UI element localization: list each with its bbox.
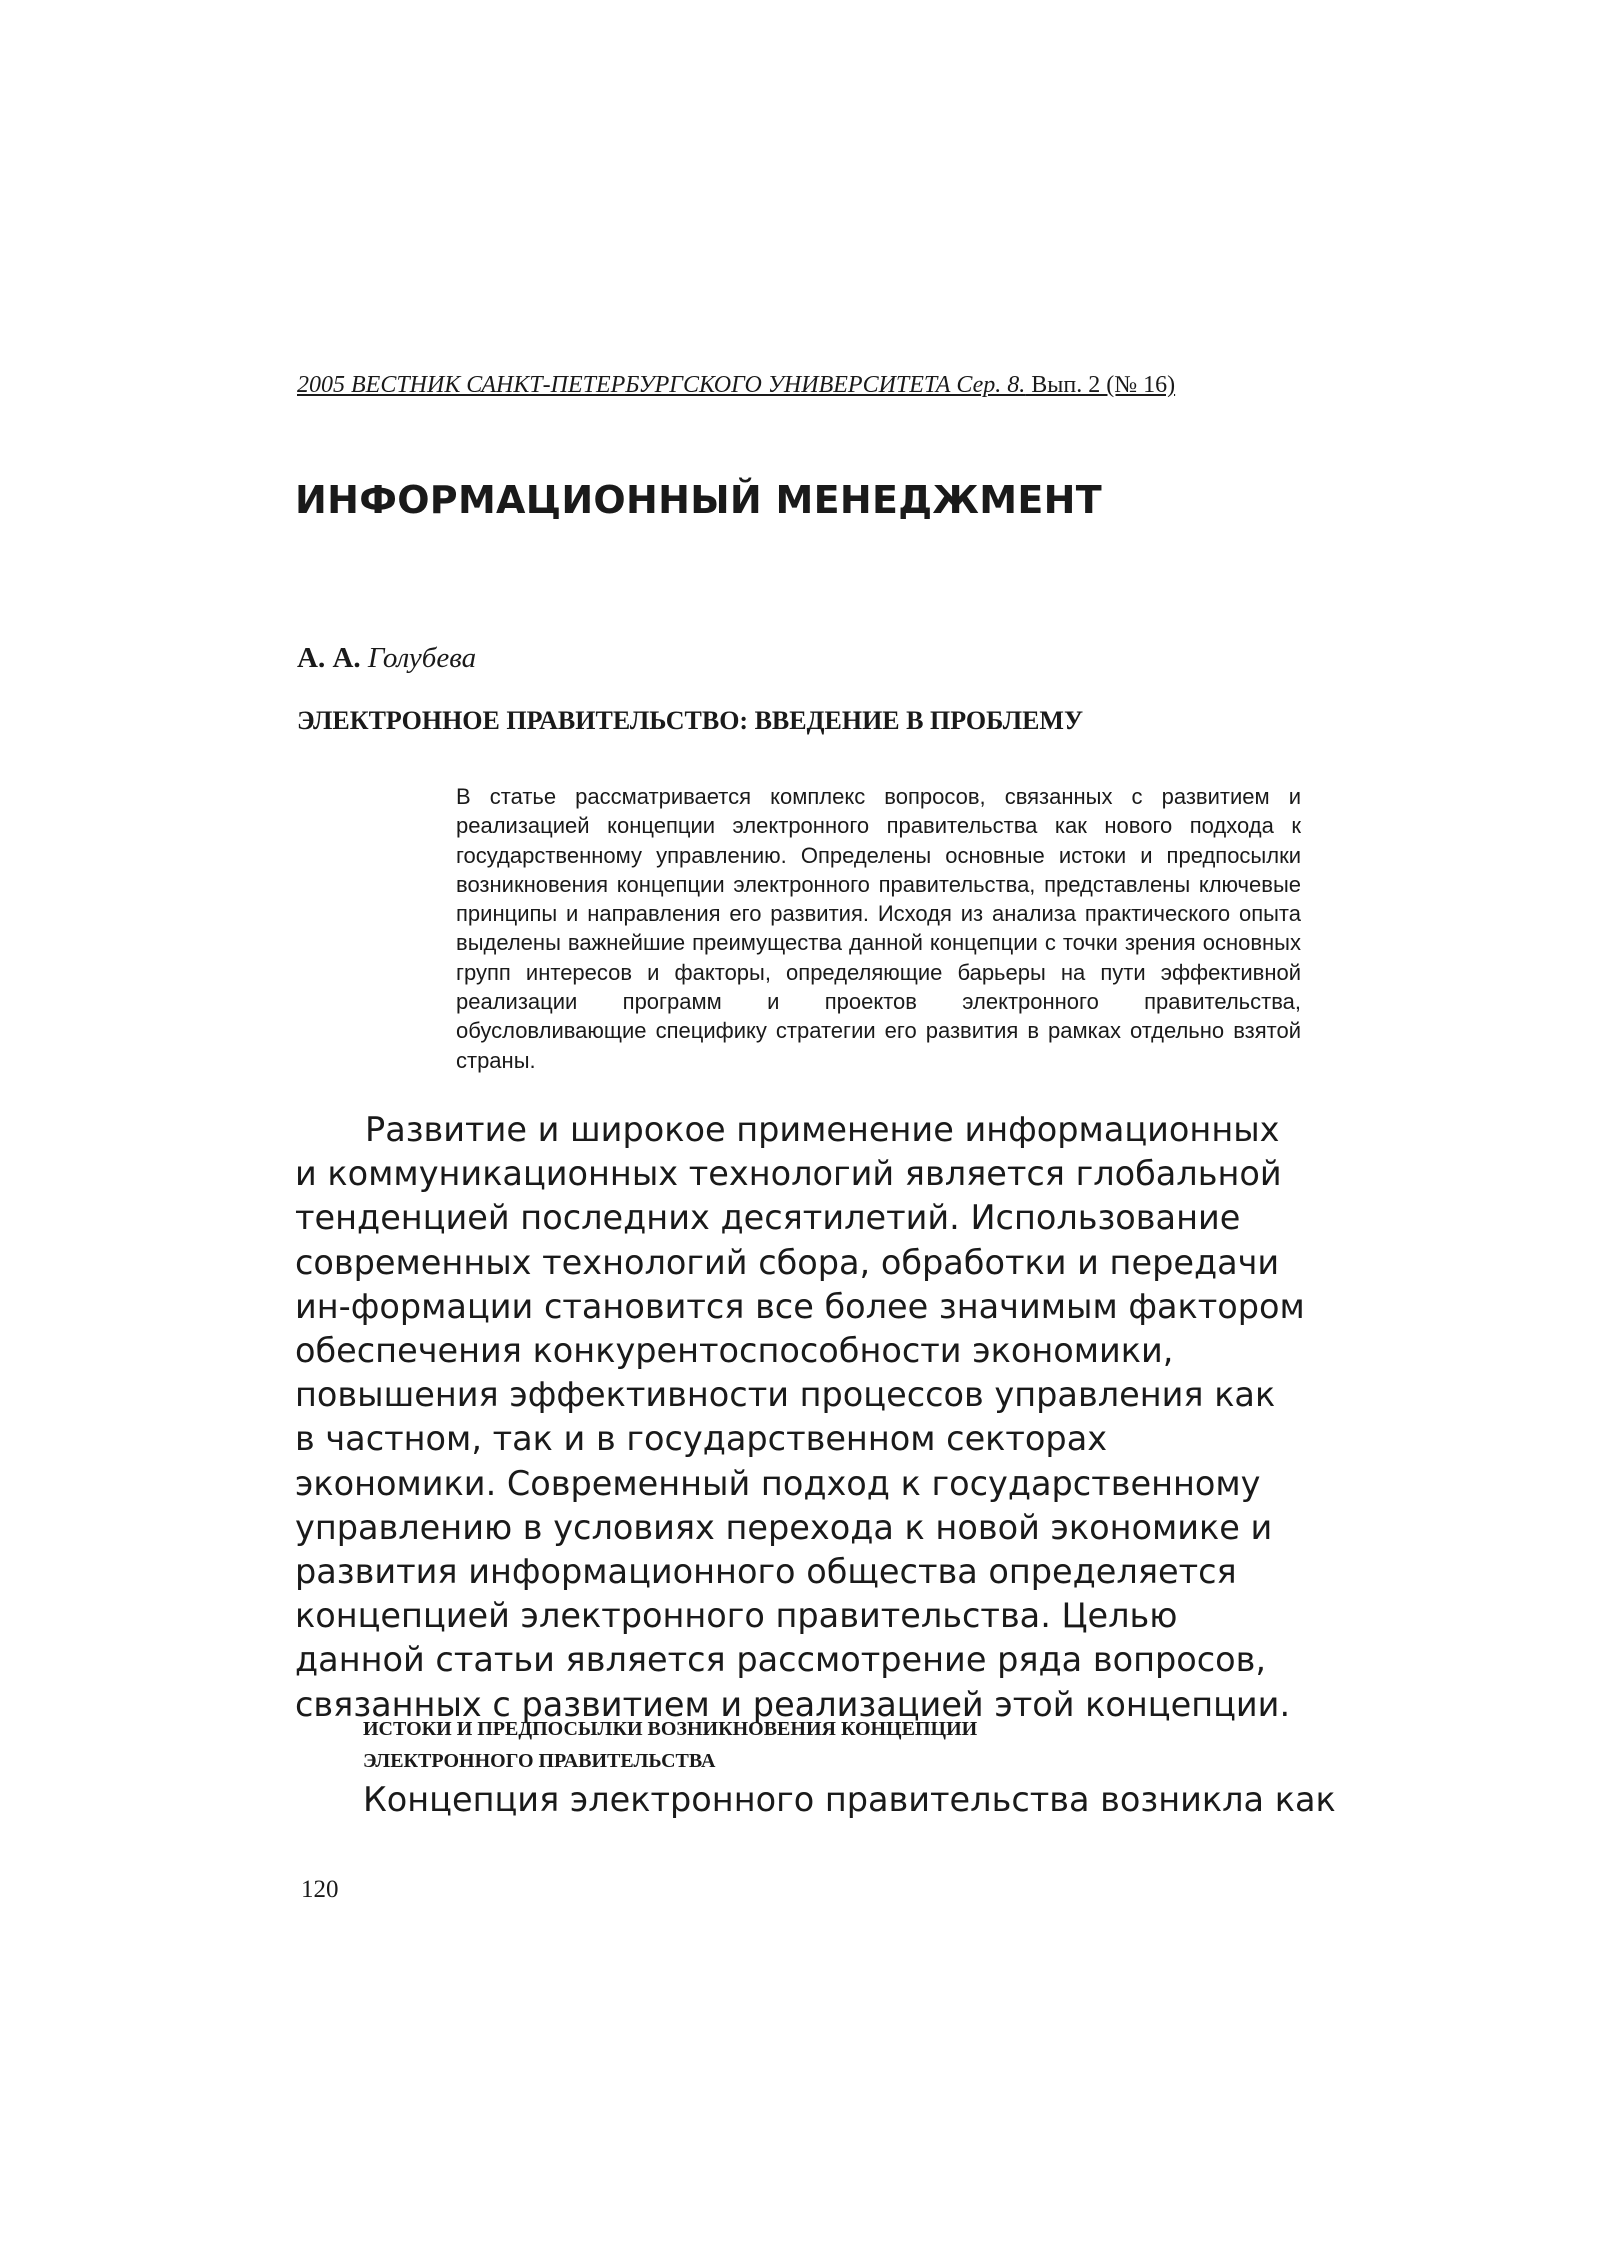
- body-continuation: Концепция электронного правительства возникла как: [363, 1780, 1336, 1819]
- author-initials: А. А.: [297, 642, 361, 674]
- abstract: В статье рассматривается комплекс вопросов, связанных с развитием и реализацией концепции электронного правительства как нового подхода к государственному управлению. Определены основные истоки и предпосылки возникновения концепции электронного правительства, представлены ключевые принципы и направления его развития. Исходя из анализа практического опыта выделены важнейшие преимущества данной концепции с точки зрения основных групп интересов и факторы, определяющие барьеры на пути эффективной реализации программ и проектов электронного правительства, обусловливающие специфику стратегии его развития в рамках отдельно взятой страны.: [456, 784, 1301, 1073]
- section-title: ИНФОРМАЦИОННЫЙ МЕНЕДЖМЕНТ: [295, 478, 1102, 522]
- subsection-heading-line-2: ЭЛЕКТРОННОГО ПРАВИТЕЛЬСТВА: [363, 1750, 716, 1772]
- running-head-journal: 2005 ВЕСТНИК САНКТ-ПЕТЕРБУРГСКОГО УНИВЕРСИТЕТА Сер. 8.: [297, 372, 1026, 398]
- author: [297, 642, 476, 675]
- body-paragraph: Развитие и широкое применение информационных и коммуникационных технологий является глобальной тенденцией последних десятилетий. Использование современных технологий сбора, обработки и передачи ин-формации становится все более значимым фактором обеспечения конкурентоспособности экономики, повышения эффективности процессов управления как в частном, так и в государственном секторах экономики. Современный подход к государственному управлению в условиях перехода к новой экономике и развития информационного общества определяется концепцией электронного правительства. Целью данной статьи является рассмотрение ряда вопросов, связанных с развитием и реализацией этой концепции.: [295, 1110, 1305, 1724]
- running-head-issue: Вып. 2 (№ 16): [1025, 372, 1176, 398]
- subsection-heading: [363, 1713, 977, 1777]
- page-number: 120: [301, 1876, 339, 1903]
- author-surname: Голубева: [360, 642, 477, 674]
- subsection-heading-line-1: ИСТОКИ И ПРЕДПОСЫЛКИ ВОЗНИКНОВЕНИЯ КОНЦЕПЦИИ: [363, 1718, 978, 1740]
- article-title: ЭЛЕКТРОННОЕ ПРАВИТЕЛЬСТВО: ВВЕДЕНИЕ В ПРОБЛЕМУ: [297, 706, 1084, 735]
- running-head: [297, 372, 1175, 399]
